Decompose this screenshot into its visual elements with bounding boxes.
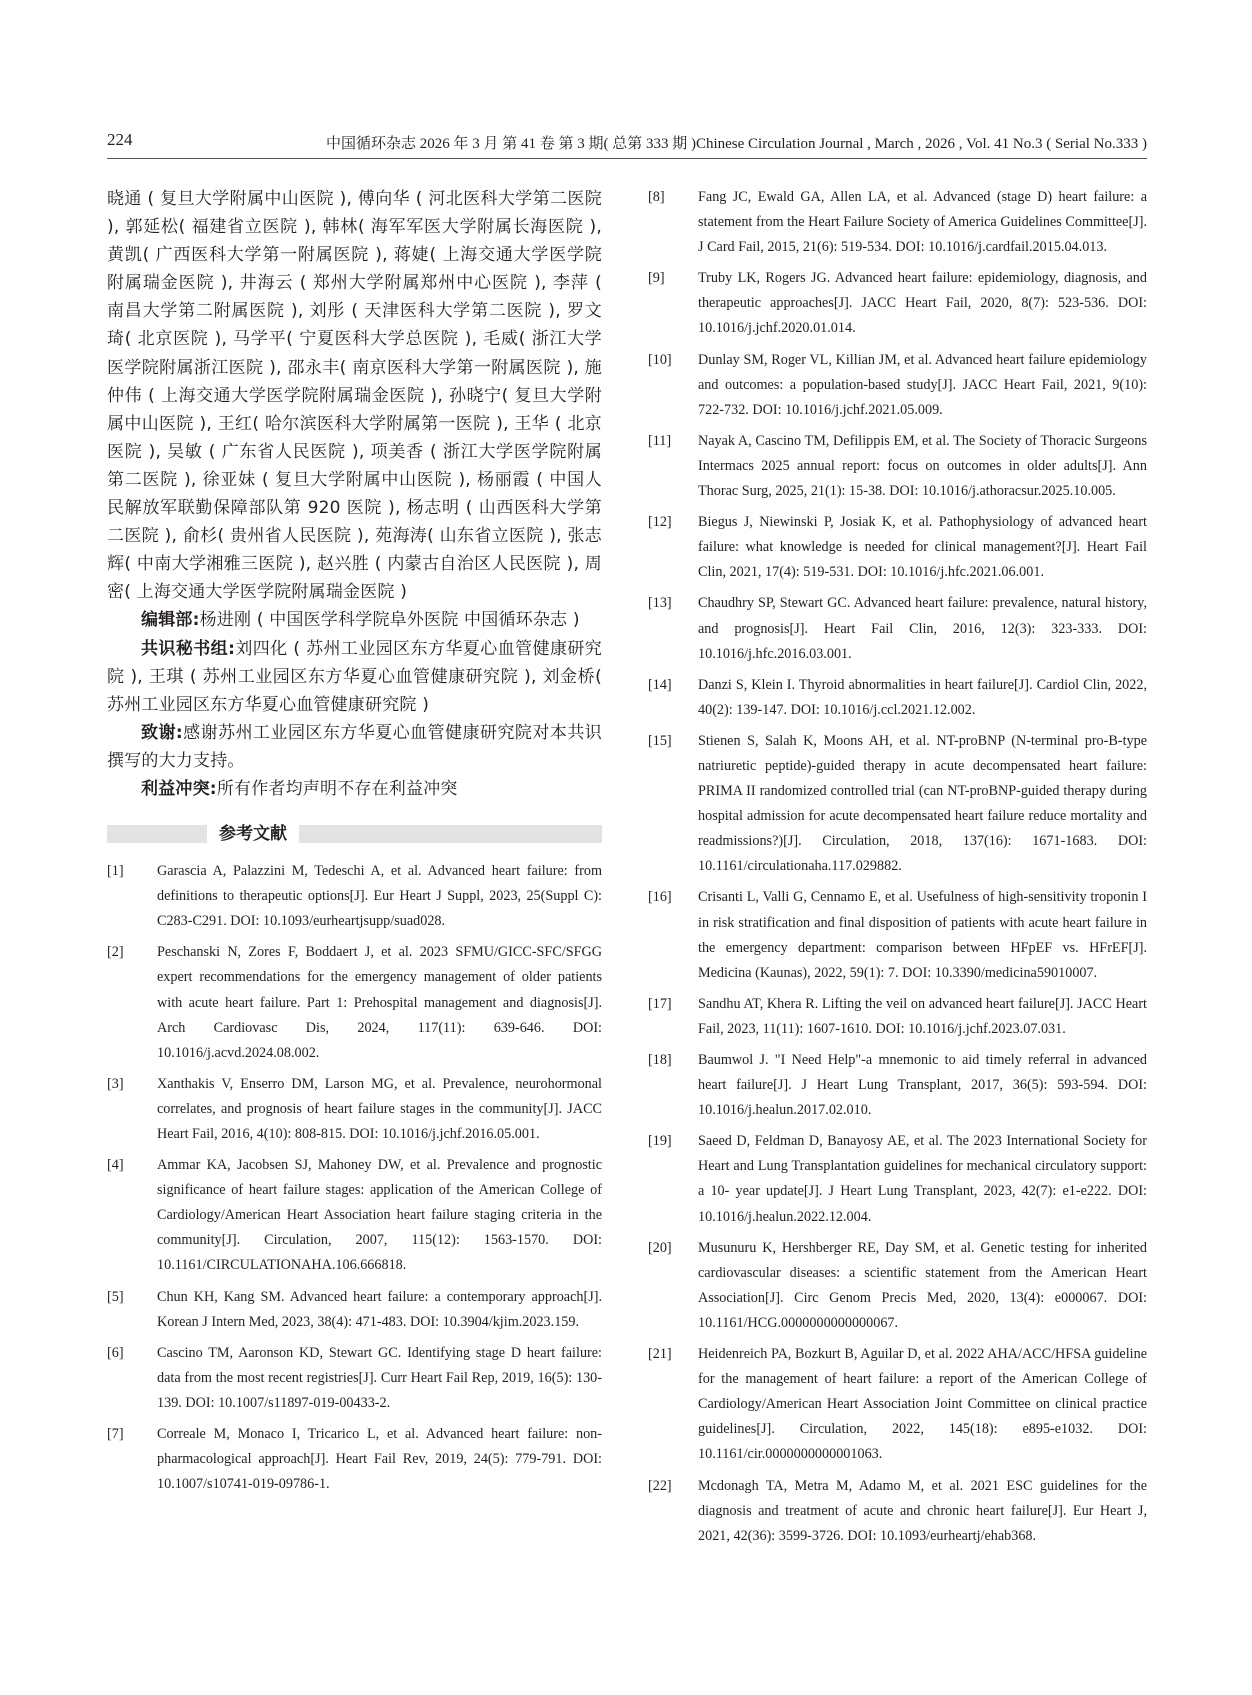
reference-item [107, 1153, 602, 1278]
reference-text: Xanthakis V, Enserro DM, Larson MG, et al. Prevalence, neurohormonal correlates, and prognosis of heart failure stages in the community[J]. JACC Heart Fail, 2016, 4(10): 808-815. DOI: 10.1016/j.jchf.2016.05.001. [157, 1075, 602, 1142]
reference-text: Ammar KA, Jacobsen SJ, Mahoney DW, et al. Prevalence and prognostic significance of heart failure stages: application of the American College of Cardiology/American Heart Association heart failure staging criteria in the community[J]. Circulation, 2007, 115(12): 1563-1570. DOI: 10.1161/CIRCULATIONAHA.106.666818. [157, 1157, 602, 1274]
reference-text: Garascia A, Palazzini M, Tedeschi A, et al. Advanced heart failure: from definitions to therapeutic options[J]. Eur Heart J Suppl, 2023, 25(Suppl C): C283-C291. DOI: 10.1093/eurheartjsupp/suad028. [157, 863, 602, 930]
secretariat-text: 刘四化 ( 苏州工业园区东方华夏心血管健康研究院 ), 王琪 ( 苏州工业园区东方华夏心血管健康研究院 ), 刘金桥( 苏州工业园区东方华夏心血管健康研究院 ) [107, 638, 602, 715]
reference-text: Saeed D, Feldman D, Banayosy AE, et al. The 2023 International Society for Heart and Lung Transplantation guidelines for mechanical circulatory support: a 10- year update[J]. J Heart Lung Transplant, 2023, 42(7): e1-e222. DOI: 10.1016/j.healun.2022.12.004. [698, 1133, 1147, 1225]
reference-text: Nayak A, Cascino TM, Defilippis EM, et al. The Society of Thoracic Surgeons Intermacs 2025 annual report: focus on outcomes in older adults[J]. Ann Thorac Surg, 2025, 21(1): 15-38. DOI: 10.1016/j.athoracsur.2025.10.005. [698, 432, 1147, 500]
conflict-text: 所有作者均声明不存在利益冲突 [216, 778, 458, 799]
reference-number: [10] [648, 351, 672, 368]
reference-item [107, 1072, 602, 1147]
reference-item [648, 1236, 1147, 1336]
reference-number: [3] [107, 1075, 124, 1092]
reference-number: [21] [648, 1346, 672, 1363]
secretariat-label: 共识秘书组: [141, 638, 236, 659]
secretariat-section [107, 635, 602, 719]
reference-number: [1] [107, 863, 124, 880]
reference-number: [4] [107, 1157, 124, 1174]
reference-text: Biegus J, Niewinski P, Josiak K, et al. Pathophysiology of advanced heart failure: what knowledge is needed for clinical management?[J]. Heart Fail Clin, 2021, 17(4): 519-531. DOI: 10.1016/j.hfc.2021.06.001. [698, 514, 1147, 581]
reference-item [648, 429, 1147, 504]
reference-text: Peschanski N, Zores F, Boddaert J, et al. 2023 SFMU/GICC-SFC/SFGG expert recommendations for the emergency management of older patients with acute heart failure. Part 1: Prehospital management and diagnosis[J]. Arch Cardiovasc Dis, 2024, 117(11): 639-646. DOI: 10.1016/j.acvd.2024.08.002. [157, 944, 602, 1061]
conflict-label: 利益冲突: [141, 778, 217, 799]
reference-text: Dunlay SM, Roger VL, Killian JM, et al. Advanced heart failure epidemiology and outcomes: a population-based study[J]. JACC Heart Fail, 2021, 9(10): 722-732. DOI: 10.1016/j.jchf.2021.05.009. [698, 351, 1147, 418]
reference-text: Sandhu AT, Khera R. Lifting the veil on advanced heart failure[J]. JACC Heart Fail, 2023, 11(11): 1607-1610. DOI: 10.1016/j.jchf.2023.07.031. [698, 995, 1147, 1037]
editorial-text: 杨进刚 ( 中国医学科学院阜外医院 中国循环杂志 ) [199, 610, 580, 631]
reference-item [648, 1129, 1147, 1229]
reference-text: Crisanti L, Valli G, Cennamo E, et al. Usefulness of high-sensitivity troponin I in risk stratification and final disposition of patients with acute heart failure in the emergency department: comparison between HFpEF vs. HFrEF[J]. Medicina (Kaunas), 2022, 59(1): 7. DOI: 10.3390/medicina59010007. [698, 889, 1147, 981]
reference-item [648, 185, 1147, 260]
reference-item [107, 1422, 602, 1497]
reference-item [107, 940, 602, 1065]
reference-number: [6] [107, 1344, 124, 1361]
reference-item [107, 1341, 602, 1416]
journal-citation-line: 中国循环杂志 2026 年 3 月 第 41 卷 第 3 期( 总第 333 期 )Chinese Circulation Journal , March , 2026 , Vol. 41 No.3 ( Serial No.333 ) [325, 136, 1147, 152]
reference-number: [13] [648, 595, 672, 612]
editorial-section [107, 606, 602, 634]
reference-number: [5] [107, 1288, 124, 1305]
conflict-section [107, 775, 602, 803]
reference-item [648, 673, 1147, 723]
page-number: 224 [107, 130, 133, 149]
reference-text: Heidenreich PA, Bozkurt B, Aguilar D, et al. 2022 AHA/ACC/HFSA guideline for the management of heart failure: a report of the American College of Cardiology/American Heart Association Joint Committee on clinical practice guidelines[J]. Circulation, 2022, 145(18): e895-e1032. DOI: 10.1161/cir.0000000000001063. [698, 1346, 1147, 1463]
reference-item [648, 992, 1147, 1042]
references-heading: 参考文献 [207, 820, 299, 848]
reference-number: [19] [648, 1133, 672, 1150]
reference-text: Correale M, Monaco I, Tricarico L, et al. Advanced heart failure: non-pharmacological approach[J]. Heart Fail Rev, 2019, 24(5): 779-791. DOI: 10.1007/s10741-019-09786-1. [157, 1426, 602, 1493]
reference-item [648, 1342, 1147, 1467]
running-header [107, 130, 1147, 156]
reference-number: [12] [648, 514, 672, 531]
reference-text: Fang JC, Ewald GA, Allen LA, et al. Advanced (stage D) heart failure: a statement from the Heart Failure Society of America Guidelines Committee[J]. J Card Fail, 2015, 21(6): 519-534. DOI: 10.1016/j.cardfail.2015.04.013. [698, 189, 1147, 256]
reference-number: [17] [648, 995, 672, 1012]
reference-text: Cascino TM, Aaronson KD, Stewart GC. Identifying stage D heart failure: data from the most recent registries[J]. Curr Heart Fail Rep, 2019, 16(5): 130-139. DOI: 10.1007/s11897-019-00433-2. [157, 1344, 602, 1411]
reference-item [648, 885, 1147, 985]
acknowledgement-section [107, 719, 602, 775]
reference-item [648, 1048, 1147, 1123]
reference-item [107, 1285, 602, 1335]
editorial-label: 编辑部: [141, 610, 200, 631]
reference-item [107, 859, 602, 934]
reference-text: Chaudhry SP, Stewart GC. Advanced heart failure: prevalence, natural history, and prognosis[J]. Heart Fail Clin, 2016, 12(3): 323-333. DOI: 10.1016/j.hfc.2016.03.001. [698, 595, 1147, 662]
reference-item [648, 266, 1147, 341]
reference-number: [14] [648, 676, 672, 693]
reference-item [648, 591, 1147, 666]
reference-number: [15] [648, 732, 672, 749]
reference-text: Danzi S, Klein I. Thyroid abnormalities in heart failure[J]. Cardiol Clin, 2022, 40(2): 139-147. DOI: 10.1016/j.ccl.2021.12.002. [698, 676, 1147, 718]
references-heading-bar [107, 825, 602, 843]
reference-number: [18] [648, 1052, 672, 1068]
reference-item [648, 348, 1147, 423]
acknowledgement-text: 感谢苏州工业园区东方华夏心血管健康研究院对本共识撰写的大力支持。 [107, 722, 602, 771]
reference-text: Baumwol J. "I Need Help"-a mnemonic to aid timely referral in advanced heart failure[J]. J Heart Lung Transplant, 2017, 36(5): 593-594. DOI: 10.1016/j.healun.2017.02.010. [698, 1052, 1147, 1119]
reference-number: [2] [107, 944, 124, 961]
reference-number: [7] [107, 1426, 124, 1443]
reference-number: [22] [648, 1477, 672, 1494]
reference-number: [11] [648, 432, 672, 449]
reference-item [648, 729, 1147, 880]
reference-text: Truby LK, Rogers JG. Advanced heart failure: epidemiology, diagnosis, and therapeutic approaches[J]. JACC Heart Fail, 2020, 8(7): 523-536. DOI: 10.1016/j.jchf.2020.01.014. [698, 270, 1147, 337]
reference-text: Musunuru K, Hershberger RE, Day SM, et al. Genetic testing for inherited cardiovascular diseases: a scientific statement from the American Heart Association[J]. Circ Genom Precis Med, 2020, 13(4): e000067. DOI: 10.1161/HCG.0000000000000067. [698, 1239, 1147, 1331]
reference-number: [16] [648, 889, 672, 906]
acknowledgement-label: 致谢: [141, 722, 183, 743]
reference-number: [8] [648, 189, 665, 205]
reference-number: [9] [648, 270, 665, 287]
reference-text: Mcdonagh TA, Metra M, Adamo M, et al. 2021 ESC guidelines for the diagnosis and treatment of acute and chronic heart failure[J]. Eur Heart J, 2021, 42(36): 3599-3726. DOI: 10.1093/eurheartj/ehab368. [698, 1477, 1147, 1544]
reference-text: Chun KH, Kang SM. Advanced heart failure: a contemporary approach[J]. Korean J Intern Med, 2023, 38(4): 471-483. DOI: 10.3904/kjim.2023.159. [157, 1288, 602, 1330]
authors-continued: 晓通 ( 复旦大学附属中山医院 ), 傅向华 ( 河北医科大学第二医院 ), 郭延松( 福建省立医院 ), 韩林( 海军军医大学附属长海医院 ), 黄凯( 广西医科大学第一附属医院 ), 蒋婕( 上海交通大学医学院附属瑞金医院 ), 井海云 ( 郑州大学附属郑州中心医院 ), 李萍 ( 南昌大学第二附属医院 ), 刘彤 ( 天津医科大学第二医院 ), 罗文琦( 北京医院 ), 马学平( 宁夏医科大学总医院 ), 毛威( 浙江大学医学院附属浙江医院 ), 邵永丰( 南京医科大学第一附属医院 ), 施仲伟 ( 上海交通大学医学院附属瑞金医院 ), 孙晓宁( 复旦大学附属中山医院 ), 王红( 哈尔滨医科大学附属第一医院 ), 王华 ( 北京医院 ), 吴敏 ( 广东省人民医院 ), 项美香 ( 浙江大学医学院附属第二医院 ), 徐亚妹 ( 复旦大学附属中山医院 ), 杨丽霞 ( 中国人民解放军联勤保障部队第 920 医院 ), 杨志明 ( 山西医科大学第二医院 ), 俞杉( 贵州省人民医院 ), 苑海涛( 山东省立医院 ), 张志辉( 中南大学湘雅三医院 ), 赵兴胜 ( 内蒙古自治区人民医院 ), 周密( 上海交通大学医学院附属瑞金医院 ) [107, 189, 602, 603]
left-column [107, 185, 602, 1503]
reference-item [648, 510, 1147, 585]
header-rule [107, 158, 1147, 159]
reference-text: Stienen S, Salah K, Moons AH, et al. NT-proBNP (N-terminal pro-B-type natriuretic peptide)-guided therapy in acute decompensated heart failure: PRIMA II randomized controlled trial (can NT-proBNP-guided therapy during hospital admission for acute decompensated heart failure reduce mortality and readmissions?)[J]. Circulation, 2018, 137(16): 1671-1683. DOI: 10.1161/circulationaha.117.029882. [698, 732, 1147, 875]
reference-item [648, 1474, 1147, 1549]
reference-number: [20] [648, 1239, 672, 1256]
right-column [648, 185, 1147, 1555]
